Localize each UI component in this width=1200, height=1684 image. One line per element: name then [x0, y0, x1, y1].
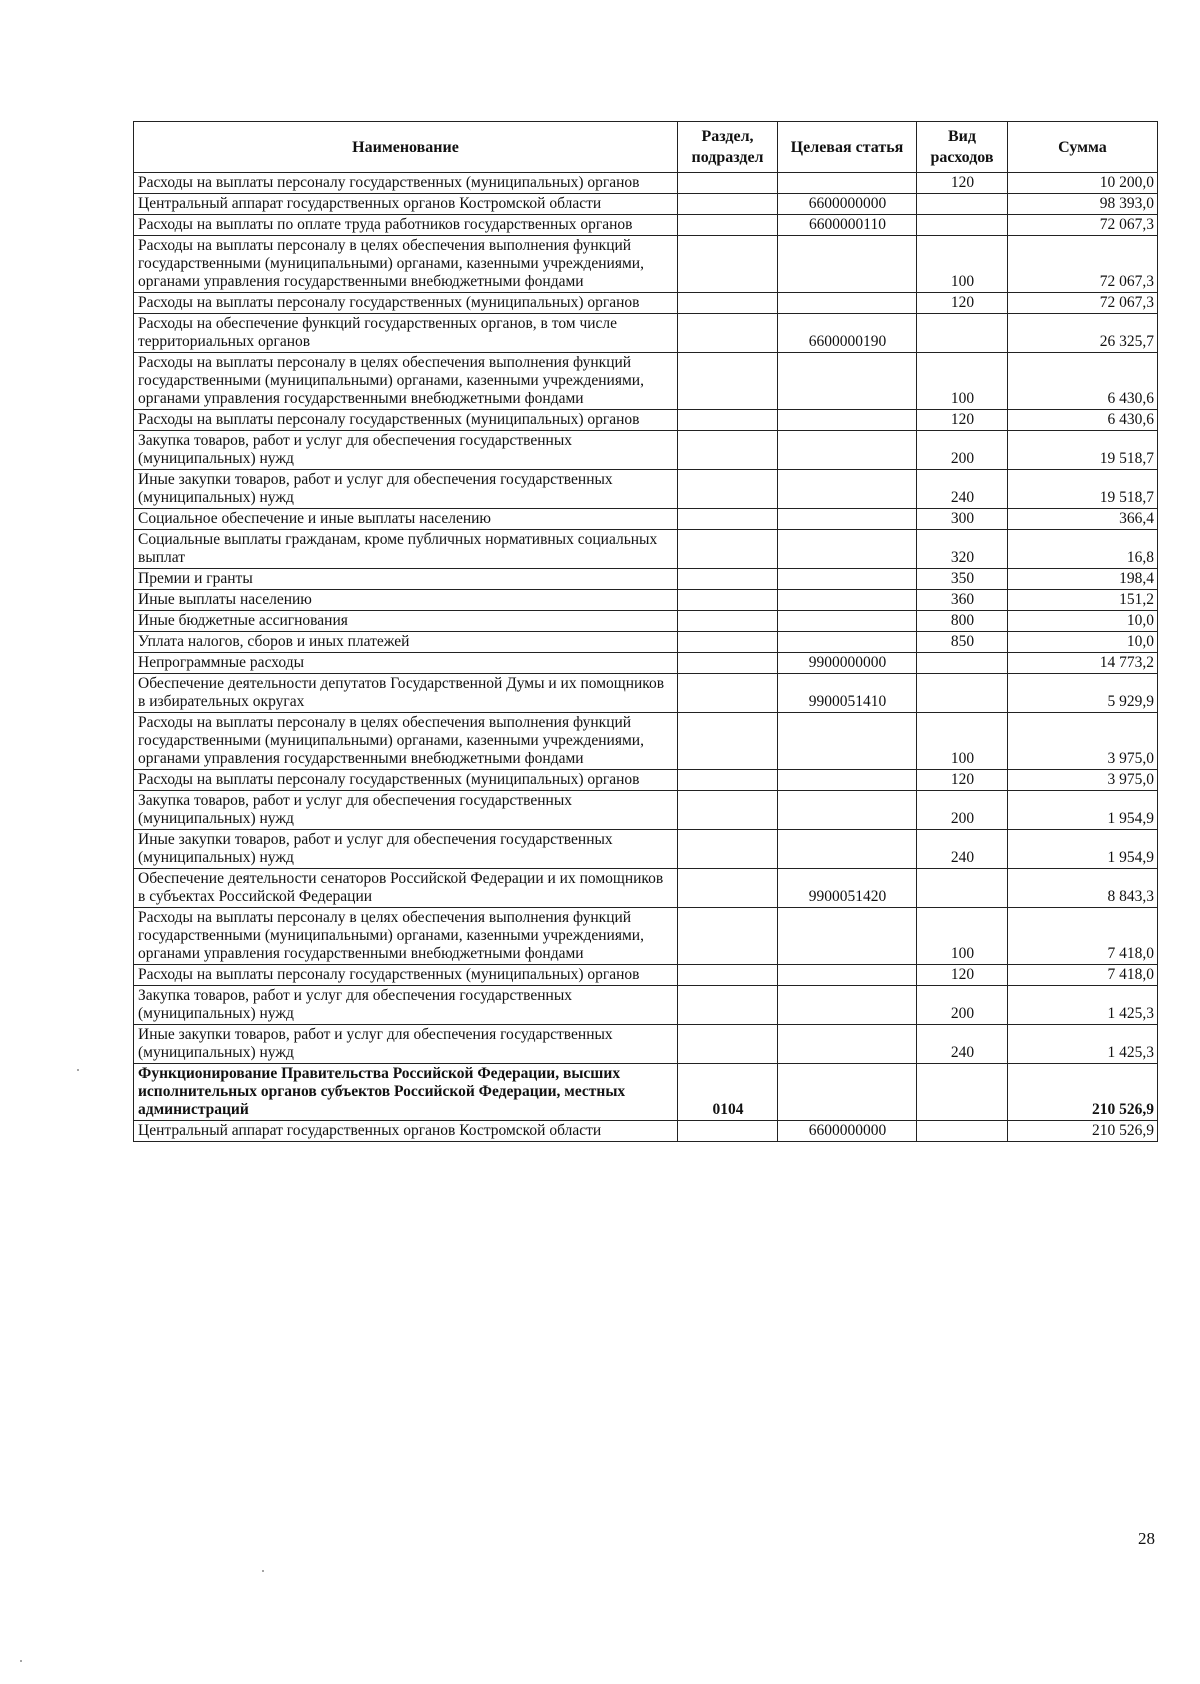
row-razdel-cell: [678, 770, 778, 791]
row-vid-cell: [917, 1121, 1008, 1142]
row-vid-cell: 350: [917, 569, 1008, 590]
scan-speck: [77, 1069, 79, 1071]
table-row: [134, 632, 1158, 653]
row-celevaya-cell: 6600000110: [778, 215, 917, 236]
budget-sheet: [133, 121, 1157, 1142]
table-row: [134, 215, 1158, 236]
table-row: [134, 1025, 1158, 1064]
row-razdel-cell: [678, 830, 778, 869]
table-row: [134, 965, 1158, 986]
table-row: [134, 569, 1158, 590]
row-razdel-cell: [678, 590, 778, 611]
row-razdel-cell: [678, 410, 778, 431]
row-vid-cell: 100: [917, 236, 1008, 293]
row-summa-cell: 16,8: [1008, 530, 1158, 569]
row-vid-cell: 120: [917, 770, 1008, 791]
table-row: [134, 353, 1158, 410]
row-summa-cell: 19 518,7: [1008, 431, 1158, 470]
row-celevaya-cell: [778, 986, 917, 1025]
row-vid-cell: 100: [917, 713, 1008, 770]
row-summa-cell: 98 393,0: [1008, 194, 1158, 215]
row-celevaya-cell: 9900051420: [778, 869, 917, 908]
row-razdel-cell: [678, 1025, 778, 1064]
row-name-cell: Расходы на обеспечение функций государственных органов, в том числе территориальных органов: [134, 314, 678, 353]
row-name-cell: Иные закупки товаров, работ и услуг для обеспечения государственных (муниципальных) нужд: [134, 470, 678, 509]
row-celevaya-cell: [778, 410, 917, 431]
row-summa-cell: 210 526,9: [1008, 1121, 1158, 1142]
row-vid-cell: 320: [917, 530, 1008, 569]
row-razdel-cell: [678, 869, 778, 908]
row-name-cell: Иные выплаты населению: [134, 590, 678, 611]
row-celevaya-cell: [778, 590, 917, 611]
row-vid-cell: 850: [917, 632, 1008, 653]
table-row: [134, 674, 1158, 713]
row-celevaya-cell: [778, 1064, 917, 1121]
row-summa-cell: 1 425,3: [1008, 986, 1158, 1025]
row-summa-cell: 14 773,2: [1008, 653, 1158, 674]
row-razdel-cell: [678, 236, 778, 293]
row-vid-cell: 240: [917, 830, 1008, 869]
row-razdel-cell: [678, 791, 778, 830]
row-razdel-cell: [678, 530, 778, 569]
row-vid-cell: [917, 194, 1008, 215]
row-razdel-cell: [678, 470, 778, 509]
row-summa-cell: 72 067,3: [1008, 293, 1158, 314]
header-name: Наименование: [134, 122, 678, 173]
row-vid-cell: 100: [917, 353, 1008, 410]
row-summa-cell: 6 430,6: [1008, 410, 1158, 431]
header-summa: Сумма: [1008, 122, 1158, 173]
row-celevaya-cell: [778, 908, 917, 965]
table-row: [134, 530, 1158, 569]
table-header-row: [134, 122, 1158, 173]
row-celevaya-cell: [778, 965, 917, 986]
row-name-cell: Социальные выплаты гражданам, кроме публичных нормативных социальных выплат: [134, 530, 678, 569]
row-vid-cell: 120: [917, 293, 1008, 314]
row-celevaya-cell: 9900000000: [778, 653, 917, 674]
row-celevaya-cell: 6600000000: [778, 194, 917, 215]
row-vid-cell: 120: [917, 965, 1008, 986]
row-celevaya-cell: [778, 431, 917, 470]
row-summa-cell: 7 418,0: [1008, 908, 1158, 965]
row-razdel-cell: [678, 1121, 778, 1142]
table-row: [134, 431, 1158, 470]
table-row: [134, 986, 1158, 1025]
row-name-cell: Расходы на выплаты персоналу государственных (муниципальных) органов: [134, 410, 678, 431]
row-celevaya-cell: [778, 791, 917, 830]
row-summa-cell: 3 975,0: [1008, 770, 1158, 791]
row-summa-cell: 1 954,9: [1008, 830, 1158, 869]
row-celevaya-cell: [778, 509, 917, 530]
row-summa-cell: 10,0: [1008, 611, 1158, 632]
table-row: [134, 293, 1158, 314]
row-name-cell: Закупка товаров, работ и услуг для обеспечения государственных (муниципальных) нужд: [134, 431, 678, 470]
row-razdel-cell: [678, 569, 778, 590]
row-celevaya-cell: [778, 632, 917, 653]
row-summa-cell: 210 526,9: [1008, 1064, 1158, 1121]
row-celevaya-cell: [778, 470, 917, 509]
scan-speck: [262, 1570, 264, 1572]
row-name-cell: Обеспечение деятельности депутатов Государственной Думы и их помощников в избирательных округах: [134, 674, 678, 713]
table-row: [134, 713, 1158, 770]
row-vid-cell: 100: [917, 908, 1008, 965]
row-name-cell: Закупка товаров, работ и услуг для обеспечения государственных (муниципальных) нужд: [134, 986, 678, 1025]
row-vid-cell: [917, 869, 1008, 908]
row-summa-cell: 26 325,7: [1008, 314, 1158, 353]
row-name-cell: Обеспечение деятельности сенаторов Российской Федерации и их помощников в субъектах Российской Федерации: [134, 869, 678, 908]
row-summa-cell: 72 067,3: [1008, 236, 1158, 293]
row-vid-cell: 200: [917, 986, 1008, 1025]
row-razdel-cell: 0104: [678, 1064, 778, 1121]
row-name-cell: Иные закупки товаров, работ и услуг для обеспечения государственных (муниципальных) нужд: [134, 830, 678, 869]
row-name-cell: Расходы на выплаты по оплате труда работников государственных органов: [134, 215, 678, 236]
row-razdel-cell: [678, 965, 778, 986]
budget-table: [133, 121, 1158, 1142]
row-name-cell: Расходы на выплаты персоналу в целях обеспечения выполнения функций государственными (муниципальными) органами, казенными учреждениями, органами управления государственными внебюджетными фондами: [134, 236, 678, 293]
row-vid-cell: 200: [917, 791, 1008, 830]
header-celevaya: Целевая статья: [778, 122, 917, 173]
row-name-cell: Центральный аппарат государственных органов Костромской области: [134, 1121, 678, 1142]
row-vid-cell: 800: [917, 611, 1008, 632]
row-vid-cell: 240: [917, 1025, 1008, 1064]
row-name-cell: Расходы на выплаты персоналу государственных (муниципальных) органов: [134, 293, 678, 314]
row-name-cell: Расходы на выплаты персоналу в целях обеспечения выполнения функций государственными (муниципальными) органами, казенными учреждениями, органами управления государственными внебюджетными фондами: [134, 353, 678, 410]
row-vid-cell: 360: [917, 590, 1008, 611]
row-vid-cell: [917, 1064, 1008, 1121]
row-summa-cell: 3 975,0: [1008, 713, 1158, 770]
row-razdel-cell: [678, 986, 778, 1025]
table-row: [134, 770, 1158, 791]
row-celevaya-cell: [778, 569, 917, 590]
table-row: [134, 314, 1158, 353]
row-summa-cell: 8 843,3: [1008, 869, 1158, 908]
row-celevaya-cell: [778, 293, 917, 314]
row-vid-cell: 120: [917, 410, 1008, 431]
row-name-cell: Уплата налогов, сборов и иных платежей: [134, 632, 678, 653]
row-summa-cell: 72 067,3: [1008, 215, 1158, 236]
row-vid-cell: 300: [917, 509, 1008, 530]
row-vid-cell: 240: [917, 470, 1008, 509]
table-row: [134, 869, 1158, 908]
row-summa-cell: 6 430,6: [1008, 353, 1158, 410]
table-row: [134, 908, 1158, 965]
row-name-cell: Расходы на выплаты персоналу государственных (муниципальных) органов: [134, 173, 678, 194]
row-celevaya-cell: [778, 770, 917, 791]
row-summa-cell: 19 518,7: [1008, 470, 1158, 509]
row-name-cell: Расходы на выплаты персоналу государственных (муниципальных) органов: [134, 965, 678, 986]
row-celevaya-cell: [778, 1025, 917, 1064]
scan-speck: [20, 1660, 22, 1662]
row-name-cell: Социальное обеспечение и иные выплаты населению: [134, 509, 678, 530]
row-vid-cell: [917, 674, 1008, 713]
header-vid: Вид расходов: [917, 122, 1008, 173]
row-celevaya-cell: [778, 236, 917, 293]
row-name-cell: Иные закупки товаров, работ и услуг для обеспечения государственных (муниципальных) нужд: [134, 1025, 678, 1064]
row-name-cell: Функционирование Правительства Российской Федерации, высших исполнительных органов субъектов Российской Федерации, местных администраций: [134, 1064, 678, 1121]
row-celevaya-cell: 6600000000: [778, 1121, 917, 1142]
row-razdel-cell: [678, 632, 778, 653]
row-name-cell: Расходы на выплаты персоналу в целях обеспечения выполнения функций государственными (муниципальными) органами, казенными учреждениями, органами управления государственными внебюджетными фондами: [134, 713, 678, 770]
table-row: [134, 1064, 1158, 1121]
row-celevaya-cell: [778, 173, 917, 194]
table-row: [134, 410, 1158, 431]
row-razdel-cell: [678, 611, 778, 632]
row-summa-cell: 10 200,0: [1008, 173, 1158, 194]
row-summa-cell: 198,4: [1008, 569, 1158, 590]
row-celevaya-cell: [778, 713, 917, 770]
row-razdel-cell: [678, 173, 778, 194]
table-row: [134, 611, 1158, 632]
row-summa-cell: 5 929,9: [1008, 674, 1158, 713]
row-name-cell: Непрограммные расходы: [134, 653, 678, 674]
row-summa-cell: 1 425,3: [1008, 1025, 1158, 1064]
row-name-cell: Премии и гранты: [134, 569, 678, 590]
row-celevaya-cell: [778, 611, 917, 632]
row-vid-cell: [917, 653, 1008, 674]
table-row: [134, 653, 1158, 674]
row-vid-cell: 200: [917, 431, 1008, 470]
row-celevaya-cell: [778, 530, 917, 569]
row-celevaya-cell: [778, 353, 917, 410]
row-summa-cell: 1 954,9: [1008, 791, 1158, 830]
row-razdel-cell: [678, 314, 778, 353]
table-row: [134, 470, 1158, 509]
table-row: [134, 590, 1158, 611]
row-summa-cell: 10,0: [1008, 632, 1158, 653]
row-razdel-cell: [678, 908, 778, 965]
row-razdel-cell: [678, 194, 778, 215]
row-vid-cell: 120: [917, 173, 1008, 194]
table-row: [134, 1121, 1158, 1142]
page-number: 28: [1138, 1529, 1155, 1548]
row-summa-cell: 151,2: [1008, 590, 1158, 611]
row-name-cell: Иные бюджетные ассигнования: [134, 611, 678, 632]
row-razdel-cell: [678, 353, 778, 410]
row-name-cell: Расходы на выплаты персоналу в целях обеспечения выполнения функций государственными (муниципальными) органами, казенными учреждениями, органами управления государственными внебюджетными фондами: [134, 908, 678, 965]
row-name-cell: Центральный аппарат государственных органов Костромской области: [134, 194, 678, 215]
row-vid-cell: [917, 314, 1008, 353]
row-summa-cell: 7 418,0: [1008, 965, 1158, 986]
row-vid-cell: [917, 215, 1008, 236]
row-celevaya-cell: [778, 830, 917, 869]
header-razdel: Раздел, подраздел: [678, 122, 778, 173]
row-razdel-cell: [678, 215, 778, 236]
table-row: [134, 791, 1158, 830]
row-razdel-cell: [678, 509, 778, 530]
row-celevaya-cell: 9900051410: [778, 674, 917, 713]
row-razdel-cell: [678, 674, 778, 713]
table-row: [134, 194, 1158, 215]
row-name-cell: Расходы на выплаты персоналу государственных (муниципальных) органов: [134, 770, 678, 791]
table-row: [134, 236, 1158, 293]
row-razdel-cell: [678, 713, 778, 770]
table-row: [134, 830, 1158, 869]
table-row: [134, 173, 1158, 194]
row-summa-cell: 366,4: [1008, 509, 1158, 530]
row-name-cell: Закупка товаров, работ и услуг для обеспечения государственных (муниципальных) нужд: [134, 791, 678, 830]
table-body: [134, 173, 1158, 1142]
row-razdel-cell: [678, 431, 778, 470]
table-row: [134, 509, 1158, 530]
row-razdel-cell: [678, 653, 778, 674]
row-celevaya-cell: 6600000190: [778, 314, 917, 353]
row-razdel-cell: [678, 293, 778, 314]
